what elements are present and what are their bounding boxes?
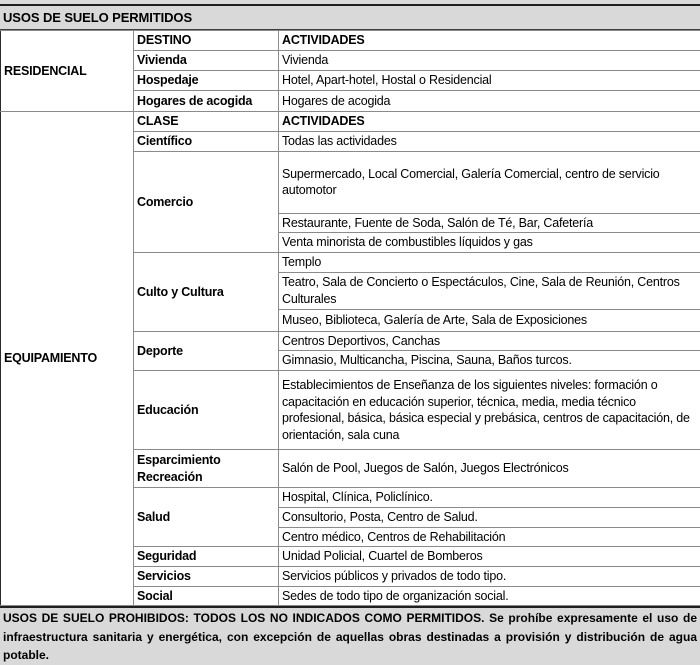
actividades-salud-2: Consultorio, Posta, Centro de Salud. — [279, 507, 700, 527]
actividades-comercio-3: Venta minorista de combustibles líquidos y gas — [279, 233, 700, 253]
destino-hogares-de-acogida: Hogares de acogida — [134, 91, 279, 112]
clase-cientifico: Científico — [134, 132, 279, 152]
actividades-deporte-2: Gimnasio, Multicancha, Piscina, Sauna, Baños turcos. — [279, 351, 700, 371]
destino-vivienda: Vivienda — [134, 51, 279, 71]
actividades-servicios: Servicios públicos y privados de todo tipo. — [279, 567, 700, 587]
column-header-actividades-equipamiento: ACTIVIDADES — [279, 112, 700, 132]
actividades-educacion: Establecimientos de Enseñanza de los siguientes niveles: formación o capacitación en educación superior, técnica, media, media técnico profesional, básica, básica especial y prebásica, centros de capacitación, de orientación, sala cuna — [279, 371, 700, 450]
actividades-hospedaje: Hotel, Apart-hotel, Hostal o Residencial — [279, 71, 700, 91]
destino-hospedaje: Hospedaje — [134, 71, 279, 91]
actividades-salud-1: Hospital, Clínica, Policlínico. — [279, 488, 700, 508]
actividades-comercio-2: Restaurante, Fuente de Soda, Salón de Té, Bar, Cafetería — [279, 213, 700, 233]
actividades-culto-3: Museo, Biblioteca, Galería de Arte, Sala de Exposiciones — [279, 309, 700, 331]
permitted-uses-table — [0, 30, 700, 606]
column-header-clase: CLASE — [134, 112, 279, 132]
column-header-destino: DESTINO — [134, 31, 279, 51]
actividades-social: Sedes de todo tipo de organización social. — [279, 586, 700, 606]
clase-seguridad: Seguridad — [134, 547, 279, 567]
clase-social: Social — [134, 586, 279, 606]
column-header-actividades-residencial: ACTIVIDADES — [279, 31, 700, 51]
clase-comercio: Comercio — [134, 151, 279, 253]
category-equipamiento: EQUIPAMIENTO — [1, 112, 134, 606]
row-residencial-header — [1, 31, 700, 51]
prohibited-uses-note: USOS DE SUELO PROHIBIDOS: TODOS LOS NO INDICADOS COMO PERMITIDOS. Se prohíbe expresamente el uso de infraestructura sanitaria y energética, con excepción de aquellas obras destinadas a provisión y distribución de agua potable. — [0, 606, 700, 665]
clase-culto-y-cultura: Culto y Cultura — [134, 253, 279, 332]
clase-esparcimiento-recreacion: Esparcimiento Recreación — [134, 450, 279, 488]
actividades-vivienda: Vivienda — [279, 51, 700, 71]
actividades-culto-1: Templo — [279, 253, 700, 273]
clase-servicios: Servicios — [134, 567, 279, 587]
actividades-salud-3: Centro médico, Centros de Rehabilitación — [279, 527, 700, 547]
actividades-seguridad: Unidad Policial, Cuartel de Bomberos — [279, 547, 700, 567]
permitted-uses-title: USOS DE SUELO PERMITIDOS — [0, 4, 700, 30]
clase-salud: Salud — [134, 488, 279, 547]
actividades-culto-2: Teatro, Sala de Concierto o Espectáculos, Cine, Sala de Reunión, Centros Culturales — [279, 272, 700, 309]
actividades-esparcimiento: Salón de Pool, Juegos de Salón, Juegos Electrónicos — [279, 450, 700, 488]
clase-deporte: Deporte — [134, 331, 279, 371]
row-equipamiento-header — [1, 112, 700, 132]
clase-educacion: Educación — [134, 371, 279, 450]
actividades-deporte-1: Centros Deportivos, Canchas — [279, 331, 700, 351]
actividades-comercio-1: Supermercado, Local Comercial, Galería Comercial, centro de servicio automotor — [279, 151, 700, 213]
actividades-hogares-de-acogida: Hogares de acogida — [279, 91, 700, 112]
actividades-cientifico: Todas las actividades — [279, 132, 700, 152]
category-residencial: RESIDENCIAL — [1, 31, 134, 112]
